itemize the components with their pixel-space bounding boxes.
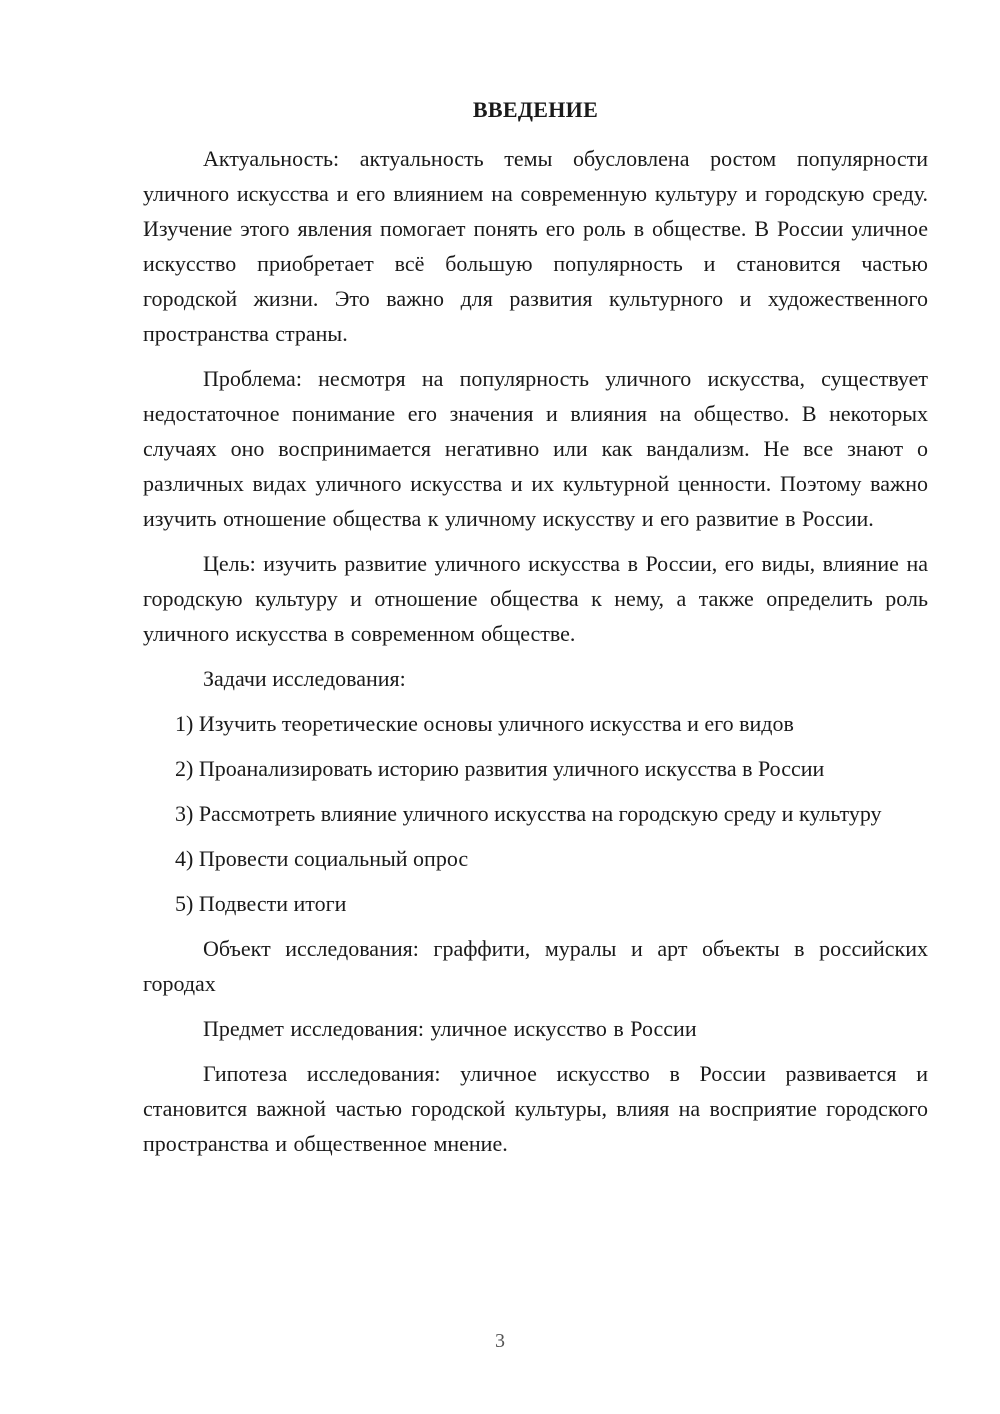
- hypothesis-paragraph: Гипотеза исследования: уличное искусство в России развивается и становится важной частью городской культуры, влияя на восприятие городского пространства и общественное мнение.: [143, 1061, 928, 1156]
- tasks-heading: Задачи исследования:: [203, 666, 406, 691]
- goal-paragraph: Цель: изучить развитие уличного искусства в России, его виды, влияние на городскую культуру и отношение общества к нему, а также определить роль уличного искусства в современном обществе.: [143, 551, 928, 646]
- task-item: 3) Рассмотреть влияние уличного искусства на городскую среду и культуру: [175, 801, 882, 826]
- task-item: 2) Проанализировать историю развития уличного искусства в России: [175, 756, 825, 781]
- subject-paragraph: Предмет исследования: уличное искусство в России: [203, 1016, 697, 1041]
- task-item: 5) Подвести итоги: [175, 891, 347, 916]
- relevance-paragraph: Актуальность: актуальность темы обусловлена ростом популярности уличного искусства и его влиянием на современную культуру и городскую среду. Изучение этого явления помогает понять его роль в обществе. В России уличное искусство приобретает всё большую популярность и становится частью городской жизни. Это важно для развития культурного и художественного пространства страны.: [143, 146, 928, 346]
- page-number: 3: [495, 1330, 505, 1352]
- problem-paragraph: Проблема: несмотря на популярность уличного искусства, существует недостаточное понимание его значения и влияния на общество. В некоторых случаях оно воспринимается негативно или как вандализм. Не все знают о различных видах уличного искусства и их культурной ценности. Поэтому важно изучить отношение общества к уличному искусству и его развитие в России.: [143, 366, 928, 531]
- page-title: ВВЕДЕНИЕ: [472, 97, 599, 122]
- object-paragraph: Объект исследования: граффити, муралы и арт объекты в российских городах: [143, 936, 928, 996]
- task-item: 1) Изучить теоретические основы уличного искусства и его видов: [175, 711, 794, 736]
- document-page: [143, 92, 928, 1171]
- task-item: 4) Провести социальный опрос: [175, 846, 469, 871]
